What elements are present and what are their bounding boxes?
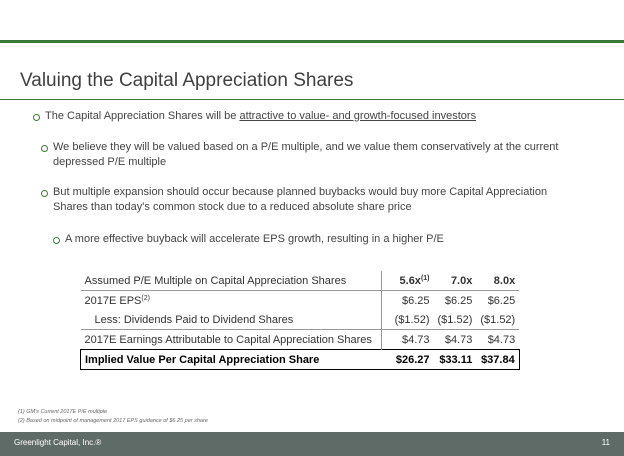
footnote-1: (1) GM's Current 2017E P/E multiple (18, 409, 108, 415)
bullet-2-line-2: depressed P/E multiple (53, 156, 167, 168)
bullet-icon (53, 237, 60, 244)
title-divider (0, 99, 624, 100)
row-label: Implied Value Per Capital Appreciation Share (81, 350, 382, 370)
row-label: Less: Dividends Paid to Dividend Shares (94, 313, 294, 326)
bullet-icon (41, 190, 48, 197)
bullet-3-line-1: But multiple expansion should occur because planned buybacks would buy more Capital Appreciation (53, 186, 548, 198)
row-cell: $6.25 (381, 291, 434, 311)
footer-bar (0, 432, 624, 456)
row-cell: $26.27 (381, 350, 434, 370)
bullet-3-line-2: Shares than today's common stock due to a reduced absolute share price (53, 201, 412, 213)
bullet-1 (45, 109, 476, 124)
table-header-row (81, 271, 520, 291)
row-cell: $6.25 (434, 291, 477, 311)
row-cell: $6.25 (476, 291, 519, 311)
header-col-3: 8.0x (493, 274, 516, 287)
implied-value-row (81, 350, 520, 370)
row-cell: $4.73 (434, 330, 477, 350)
top-divider (0, 40, 624, 43)
row-label: 2017E EPS$^{(2)}$ (81, 291, 382, 311)
row-cell: ($1.52) (480, 313, 516, 326)
row-cell: $37.84 (476, 350, 519, 370)
row-cell: $4.73 (476, 330, 519, 350)
bullet-icon (33, 114, 40, 121)
table-row (81, 330, 520, 350)
page-number: 11 (601, 438, 610, 447)
bullet-3 (53, 185, 547, 215)
table-row (81, 291, 520, 311)
row-cell: $33.11 (434, 350, 477, 370)
row-label: 2017E Earnings Attributable to Capital Appreciation Shares (81, 330, 382, 350)
header-label: Assumed P/E Multiple on Capital Appreciation Shares (84, 274, 347, 287)
row-cell: ($1.52) (437, 313, 473, 326)
bullet-1-text: The Capital Appreciation Shares will be (45, 110, 240, 122)
bullet-2-line-1: We believe they will be valued based on a P/E multiple, and we value them conservatively at the current (53, 141, 559, 153)
footnote-2: (2) Based on midpoint of management 2017 EPS guidance of $6.25 per share (18, 418, 208, 424)
row-cell: $4.73 (381, 330, 434, 350)
company-name: Greenlight Capital, Inc.® (14, 438, 102, 447)
row-cell: ($1.52) (381, 310, 434, 330)
valuation-table (80, 271, 520, 370)
bullet-1-emphasis: attractive to value- and growth-focused investors (239, 110, 477, 122)
header-col-2: 7.0x (450, 274, 473, 287)
slide-title: Valuing the Capital Appreciation Shares (20, 70, 354, 91)
header-col-1: $5.6x^{(1)}$ (381, 271, 434, 291)
bullet-icon (41, 145, 48, 152)
bullet-2 (53, 140, 558, 170)
bullet-4: A more effective buyback will accelerate EPS growth, resulting in a higher P/E (65, 233, 444, 245)
table-row (81, 310, 520, 330)
